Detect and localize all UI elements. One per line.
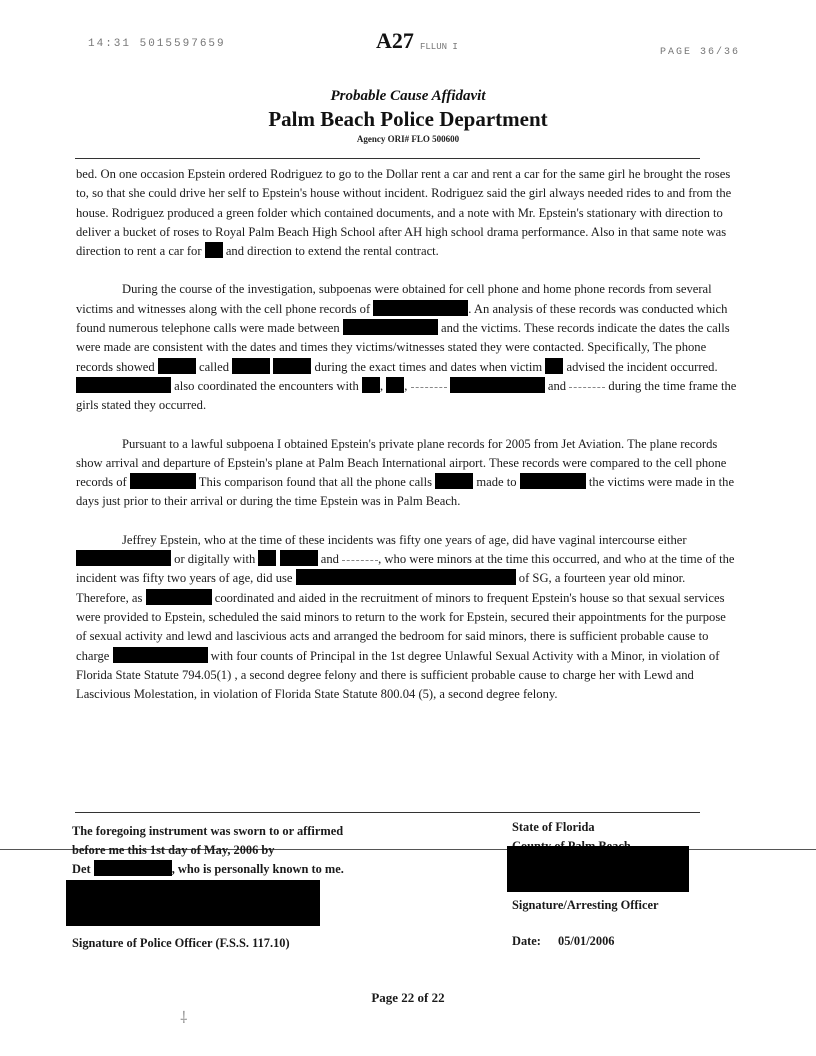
p4-text-f: coordinated and aided in the recruitment of minors to frequent Epstein's house so that sexual services were provided to Epstein, scheduled the said minors to return to the work for Epstein, secured their appointments for the purpose of sexual activity and lewd and lascivious acts and arranged the bedroom for said minors, there is sufficient probable cause to charge — [76, 590, 726, 663]
fax-header-right: PAGE 36/36 — [660, 47, 741, 58]
redaction-block — [373, 300, 468, 316]
p4-text-e: of SG, a fourteen year old minor. Therefore, as — [76, 571, 686, 605]
paragraph-2 — [76, 280, 738, 415]
redaction-block — [130, 473, 196, 489]
p1-text-a: bed. On one occasion Epstein ordered Rodriguez to go to the Dollar rent a car and rent a car for the same girl he brought the roses to, so that she could drive her self to Epstein's house without incident. Rodriguez said the girl always needed rides to and from the house. Rodriguez produced a green folder which contained documents, and a note with Mr. Epstein's stationary with direction to deliver a bucket of roses to Royal Palm Beach High School after AH high school drama performance. Also in that same note was direction to rent a car for — [76, 167, 732, 259]
redaction-block — [450, 377, 545, 393]
detective-line: Det , who is personally known to me. — [72, 862, 344, 876]
redaction-block — [435, 473, 473, 489]
p2-text-e: during the exact times and dates when victim — [314, 359, 543, 374]
p2-text-h: , — [379, 378, 384, 393]
paragraph-4 — [76, 531, 738, 705]
redaction-block — [273, 358, 311, 374]
p3-text-c: made to — [476, 475, 517, 490]
p2-text-a: During the course of the investigation, subpoenas were obtained for cell phone and home phone records from several victims and witnesses along with the cell phone records of — [76, 282, 712, 316]
redaction-block — [76, 550, 171, 566]
sworn-line-1: The foregoing instrument was sworn to or affirmed — [72, 824, 344, 838]
header-divider — [75, 158, 700, 159]
p4-text-a: Jeffrey Epstein, who at the time of these incidents was fifty one years of age, did have vaginal intercourse either — [122, 532, 687, 547]
redaction-block — [343, 319, 438, 335]
p3-text-d: the victims were made in the days just prior to their arrival or during the time Epstein was in Palm Beach. — [76, 475, 735, 509]
paragraph-1 — [76, 165, 738, 261]
affidavit-body — [76, 165, 738, 723]
redaction-block — [362, 377, 380, 393]
p3-text-a: Pursuant to a lawful subpoena I obtained Epstein's private plane records for 2005 from Jet Aviation. The plane records show arrival and departure of Epstein's plane at Palm Beach International airport. These records were compared to the cell phone records of — [76, 436, 727, 490]
p4-text-b: or digitally with — [174, 552, 256, 567]
p2-text-b: . An analysis of these records was conducted which found numerous telephone calls were made between — [76, 301, 728, 336]
redaction-block — [158, 358, 196, 374]
police-signature-redaction — [66, 880, 320, 926]
department-name: Palm Beach Police Department — [268, 107, 548, 131]
document-header — [0, 88, 816, 144]
signature-date: Date: 05/01/2006 — [512, 934, 615, 948]
p2-text-c: and the victims. These records indicate the dates the calls were made are consistent with the dates and times they victims/witnesses stated they were contacted. Specifically, The phone records showed — [76, 321, 730, 374]
paragraph-3 — [76, 435, 738, 512]
p2-text-f: advised the incident occurred. — [566, 359, 718, 374]
p3-text-b: This comparison found that all the phone calls — [198, 475, 433, 490]
redaction-block — [520, 473, 586, 489]
p2-text-j: during the time frame the girls stated they occurred. — [76, 378, 737, 413]
illegible-mark — [342, 552, 378, 561]
sworn-line-2: before me this 1st day of May, 2006 by — [72, 843, 275, 857]
police-signature-label: Signature of Police Officer (F.S.S. 117.10) — [72, 936, 290, 950]
fax-header-small: FLLUN I — [420, 42, 458, 52]
redaction-block — [280, 550, 318, 566]
redaction-block — [545, 358, 563, 374]
redaction-block — [94, 860, 172, 876]
signature-divider — [75, 812, 700, 813]
arresting-officer-label: Signature/Arresting Officer — [512, 898, 659, 912]
fax-header-left: 14:31 5015597659 — [88, 38, 226, 50]
p2-text-g: also coordinated the encounters with — [174, 378, 359, 393]
redaction-block — [205, 242, 223, 258]
redaction-block — [232, 358, 270, 374]
illegible-mark — [411, 379, 447, 388]
p1-text-b: and direction to extend the rental contract. — [225, 244, 439, 259]
redaction-block — [296, 569, 516, 585]
illegible-mark — [569, 379, 605, 388]
sworn-statement — [72, 822, 472, 879]
p4-text-g: with four counts of Principal in the 1st degree Unlawful Sexual Activity with a Minor, in violation of Florida State Statute 794.05(1) , a second degree felony and there is sufficient probable cause to charge her with Lewd and Lascivious Molestation, in violation of Florida State Statute 800.04 (5), a second degree felony. — [76, 648, 720, 702]
p4-text-c: and — [320, 552, 339, 567]
redaction-block — [146, 589, 212, 605]
p2-text-d: called — [199, 359, 230, 374]
state-label: State of Florida — [512, 820, 595, 834]
p2-text-i: and — [547, 378, 567, 393]
agency-id: Agency ORI# FLO 500600 — [356, 134, 460, 144]
redaction-block — [113, 647, 208, 663]
redaction-block — [76, 377, 171, 393]
arresting-officer-redaction — [507, 846, 689, 892]
p4-text-d: , who were minors at the time this occurred, and who at the time of the incident was fifty two years of age, did use — [76, 552, 735, 586]
scan-artifact-icon: ⸸ — [180, 1010, 188, 1027]
p2-text-h: , — [404, 378, 408, 393]
redaction-block — [386, 377, 404, 393]
document-title: Probable Cause Affidavit — [330, 88, 486, 104]
redaction-block — [258, 550, 276, 566]
page-number: Page 22 of 22 — [371, 990, 445, 1005]
fax-page-label: A27 — [376, 28, 414, 53]
